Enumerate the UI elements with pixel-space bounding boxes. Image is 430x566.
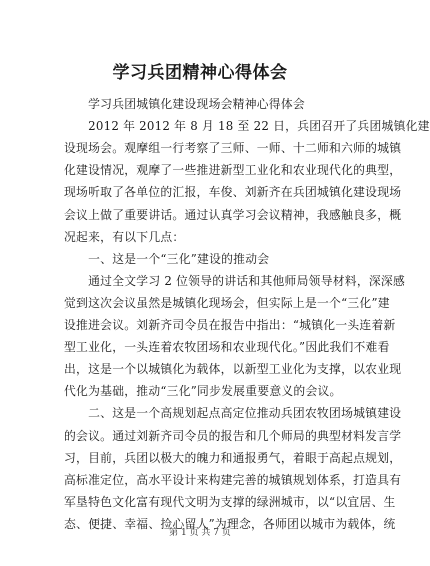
body-line: 觉到这次会议虽然是城镇化现场会，但实际上是一个“三化”建 (64, 295, 390, 310)
body-line: 设推进会议。刘新齐司令员在报告中指出：“城镇化一头连着新 (64, 318, 396, 332)
body-line: 军垦特色文化富有现代文明为支撑的绿洲城市，以“以宜居、生 (64, 494, 396, 509)
body-line: 态、便捷、幸福、捡心留人”为理念，各师团以城市为载体，统 (64, 516, 396, 531)
document-title: 学习兵团精神心得体会 (112, 63, 288, 83)
body-line: 代化为基础，推动“三化”同步发展重要意义的会议。 (64, 384, 342, 399)
body-line: 设现场会。观摩组一行考察了三师、一师、十二师和六师的城镇 (64, 141, 402, 156)
body-line: 习，目前，兵团以极大的魄力和通报勇气，着眼于高起点规划， (64, 450, 402, 465)
page-footer: 第 1 页 共 7 页 (169, 528, 231, 538)
body-line: 出，这是一个以城镇化为载体，以新型工业化为支撑，以农业现 (64, 362, 402, 377)
body-line: 学习兵团城镇化建设现场会精神心得体会 (64, 97, 305, 111)
body-line: 化建设情况，观摩了一些推进新型工业化和农业现代化的典型， (64, 163, 402, 178)
body-line: 高标准定位，高水平设计来构建完善的城镇规划体系，打造具有 (64, 472, 402, 487)
body-line: 2012 年 2012 年 8 月 18 至 22 日，兵团召开了兵团城镇化建 (64, 119, 430, 134)
body-line: 二、这是一个高规划起点高定位推动兵团农牧团场城镇建设 (64, 406, 402, 421)
body-line: 通过全文学习 2 位领导的讲话和其他师局领导材料，深深感 (64, 273, 406, 288)
body-line: 的会议。通过刘新齐司令员的报告和几个师局的典型材料发言学 (64, 428, 402, 443)
body-line: 现场听取了各单位的汇报，车俊、刘新齐在兵团城镇化建设现场 (64, 185, 402, 200)
body-line: 况起来，有以下几点： (64, 229, 185, 244)
body-line: 会议上做了重要讲话。通过认真学习会议精神，我感触良多，概 (64, 207, 402, 222)
body-line: 型工业化，一头连着农牧团场和农业现代化。”因此我们不难看 (64, 340, 390, 355)
body-line: 一、这是一个“三化”建设的推动会 (64, 251, 270, 266)
